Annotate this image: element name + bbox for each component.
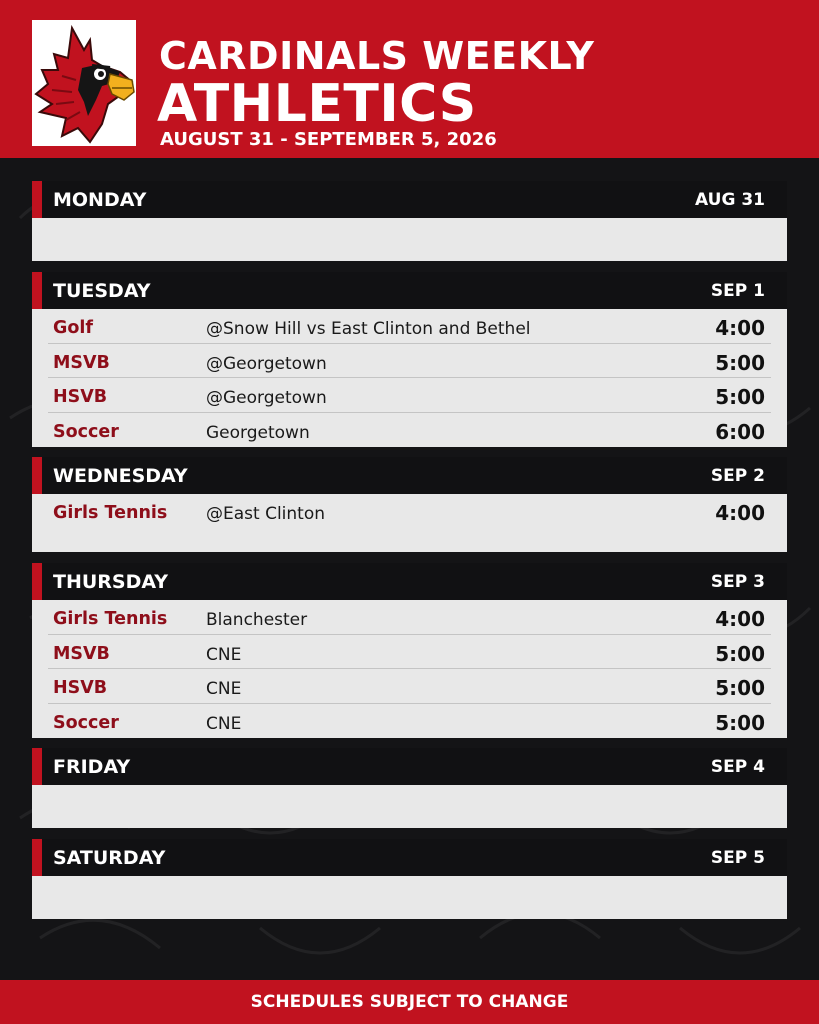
event-row bbox=[32, 704, 787, 739]
event-sport: Golf bbox=[53, 318, 93, 338]
event-opponent: Georgetown bbox=[206, 422, 310, 443]
day-date: SEP 1 bbox=[710, 281, 765, 301]
day-date: SEP 2 bbox=[710, 466, 765, 486]
day-name: SATURDAY bbox=[53, 847, 166, 869]
header-banner bbox=[0, 0, 819, 158]
event-opponent: CNE bbox=[206, 644, 242, 665]
title-line-1: CARDINALS WEEKLY bbox=[159, 34, 595, 78]
event-time: 5:00 bbox=[715, 676, 765, 700]
day-date: SEP 5 bbox=[710, 848, 765, 868]
day-events bbox=[32, 600, 787, 738]
event-opponent: Blanchester bbox=[206, 610, 308, 630]
event-sport: MSVB bbox=[53, 352, 110, 373]
event-time: 4:00 bbox=[715, 316, 765, 340]
date-range: AUGUST 31 - SEPTEMBER 5, 2026 bbox=[160, 129, 497, 150]
day-accent-bar bbox=[32, 748, 42, 785]
day-name: WEDNESDAY bbox=[53, 465, 188, 487]
event-sport: MSVB bbox=[53, 643, 110, 664]
event-row bbox=[32, 600, 787, 635]
day-saturday bbox=[32, 839, 787, 919]
event-time: 6:00 bbox=[715, 419, 765, 444]
event-sport: HSVB bbox=[53, 387, 108, 407]
event-sport: Soccer bbox=[53, 712, 119, 733]
event-time: 5:00 bbox=[715, 385, 765, 409]
event-opponent: @Georgetown bbox=[206, 388, 327, 408]
day-header bbox=[32, 181, 787, 218]
day-accent-bar bbox=[32, 272, 42, 309]
event-sport: Girls Tennis bbox=[53, 503, 168, 523]
event-opponent: CNE bbox=[206, 679, 242, 699]
day-header bbox=[32, 839, 787, 876]
day-date: SEP 4 bbox=[710, 757, 765, 777]
day-accent-bar bbox=[32, 839, 42, 876]
footer-banner bbox=[0, 980, 819, 1024]
event-opponent: @Georgetown bbox=[206, 353, 327, 374]
event-row bbox=[32, 635, 787, 670]
event-time: 4:00 bbox=[715, 501, 765, 525]
day-name: MONDAY bbox=[53, 189, 147, 211]
day-events-empty bbox=[32, 218, 787, 261]
day-thursday bbox=[32, 563, 787, 738]
event-opponent: @East Clinton bbox=[206, 504, 326, 524]
day-events bbox=[32, 494, 787, 552]
event-row bbox=[32, 309, 787, 344]
footer-notice: SCHEDULES SUBJECT TO CHANGE bbox=[250, 992, 569, 1012]
day-header bbox=[32, 457, 787, 494]
event-time: 4:00 bbox=[715, 607, 765, 631]
event-sport: HSVB bbox=[53, 678, 108, 698]
event-time: 5:00 bbox=[715, 641, 765, 666]
day-accent-bar bbox=[32, 181, 42, 218]
day-events bbox=[32, 309, 787, 447]
day-wednesday bbox=[32, 457, 787, 552]
day-events-empty bbox=[32, 785, 787, 828]
event-row bbox=[32, 413, 787, 448]
day-accent-bar bbox=[32, 457, 42, 494]
day-header bbox=[32, 748, 787, 785]
day-header bbox=[32, 272, 787, 309]
title-line-2: ATHLETICS bbox=[157, 74, 477, 134]
event-row bbox=[32, 378, 787, 413]
day-accent-bar bbox=[32, 563, 42, 600]
event-sport: Soccer bbox=[53, 421, 119, 442]
day-name: THURSDAY bbox=[53, 571, 169, 593]
day-name: FRIDAY bbox=[53, 756, 131, 778]
day-name: TUESDAY bbox=[53, 280, 151, 302]
day-header bbox=[32, 563, 787, 600]
event-time: 5:00 bbox=[715, 710, 765, 735]
day-events-empty bbox=[32, 876, 787, 919]
event-row bbox=[32, 494, 787, 529]
event-row bbox=[32, 344, 787, 379]
day-date: SEP 3 bbox=[710, 572, 765, 592]
event-opponent: @Snow Hill vs East Clinton and Bethel bbox=[206, 319, 531, 339]
event-time: 5:00 bbox=[715, 350, 765, 375]
day-monday bbox=[32, 181, 787, 261]
day-friday bbox=[32, 748, 787, 828]
day-date: AUG 31 bbox=[695, 190, 765, 210]
cardinal-mascot-icon bbox=[32, 20, 136, 146]
day-tuesday bbox=[32, 272, 787, 447]
event-opponent: CNE bbox=[206, 713, 242, 734]
event-row bbox=[32, 669, 787, 704]
logo bbox=[32, 20, 136, 146]
event-sport: Girls Tennis bbox=[53, 609, 168, 629]
